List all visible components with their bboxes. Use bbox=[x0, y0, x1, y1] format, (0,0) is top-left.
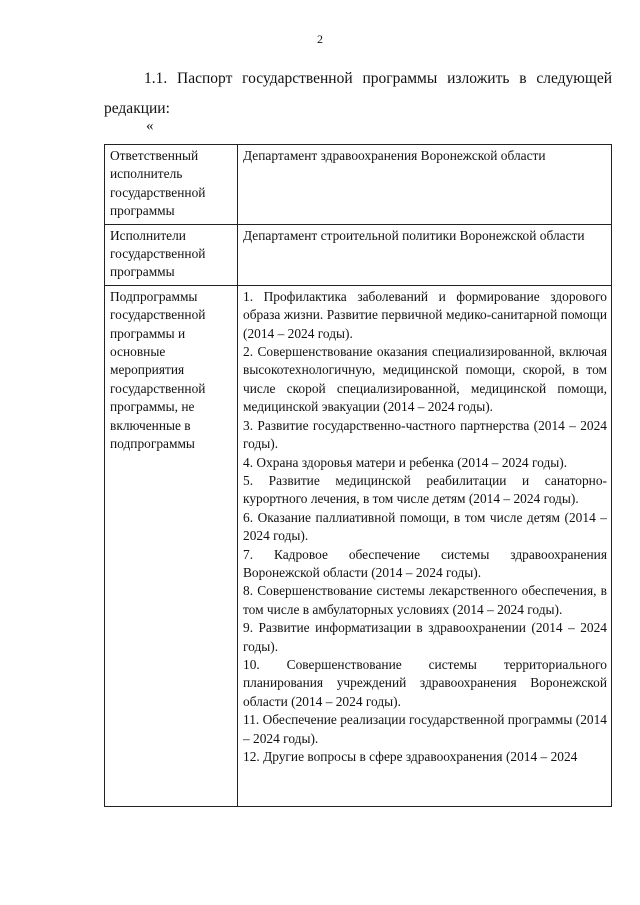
list-item: 6. Оказание паллиативной помощи, в том числе детям (2014 – 2024 годы). bbox=[243, 509, 607, 544]
row-value bbox=[238, 145, 612, 225]
page-number: 2 bbox=[317, 32, 323, 46]
row-value bbox=[238, 224, 612, 285]
table-row bbox=[105, 145, 612, 225]
list-item: 3. Развитие государственно-частного партнерства (2014 – 2024 годы). bbox=[243, 417, 607, 452]
open-quote-mark: « bbox=[146, 118, 154, 134]
list-item: 12. Другие вопросы в сфере здравоохранения (2014 – 2024 bbox=[243, 749, 578, 764]
row-label: Исполнители государственной программы bbox=[105, 224, 238, 285]
intro-paragraph: 1.1. Паспорт государственной программы изложить в следующей редакции: bbox=[104, 70, 612, 117]
row-label: Ответственный исполнитель государственной программы bbox=[105, 145, 238, 225]
list-item: 7. Кадровое обеспечение системы здравоохранения Воронежской области (2014 – 2024 годы). bbox=[243, 546, 607, 580]
responsible-executor-value: Департамент здравоохранения Воронежской области bbox=[243, 148, 546, 163]
table-row bbox=[105, 285, 612, 806]
list-item: 10. Совершенствование системы территориального планирования учреждений здравоохранения Воронежской области (2014 – 2024 годы). bbox=[243, 656, 607, 709]
list-item: 8. Совершенствование системы лекарственного обеспечения, в том числе в амбулаторных условиях (2014 – 2024 годы). bbox=[243, 583, 607, 617]
list-item: 2. Совершенствование оказания специализированной, включая высокотехнологичную, медицинской помощи, скорой, в том числе скорой специализированной, медицинской помощи, медицинской эвакуации (2014 – 2024 годы). bbox=[243, 344, 607, 415]
list-item: 5. Развитие медицинской реабилитации и санаторно-курортного лечения, в том числе детям (2014 – 2024 годы). bbox=[243, 472, 607, 507]
list-item: 9. Развитие информатизации в здравоохранении (2014 – 2024 годы). bbox=[243, 620, 607, 654]
list-item: 1. Профилактика заболеваний и формирование здорового образа жизни. Развитие первичной медико-санитарной помощи (2014 – 2024 годы). bbox=[243, 288, 607, 341]
list-item: 11. Обеспечение реализации государственной программы (2014 – 2024 годы). bbox=[243, 712, 607, 746]
row-label: Подпрограммы государственной программы и основные мероприятия государственной программы, не включенные в подпрограммы bbox=[105, 285, 238, 806]
list-item: 4. Охрана здоровья матери и ребенка (2014 – 2024 годы). bbox=[243, 454, 568, 470]
subprograms-list bbox=[238, 285, 612, 806]
program-passport-table bbox=[104, 144, 612, 807]
subprograms-list-container bbox=[243, 288, 607, 803]
executors-value: Департамент строительной политики Воронежской области bbox=[243, 227, 585, 243]
table-row bbox=[105, 224, 612, 285]
